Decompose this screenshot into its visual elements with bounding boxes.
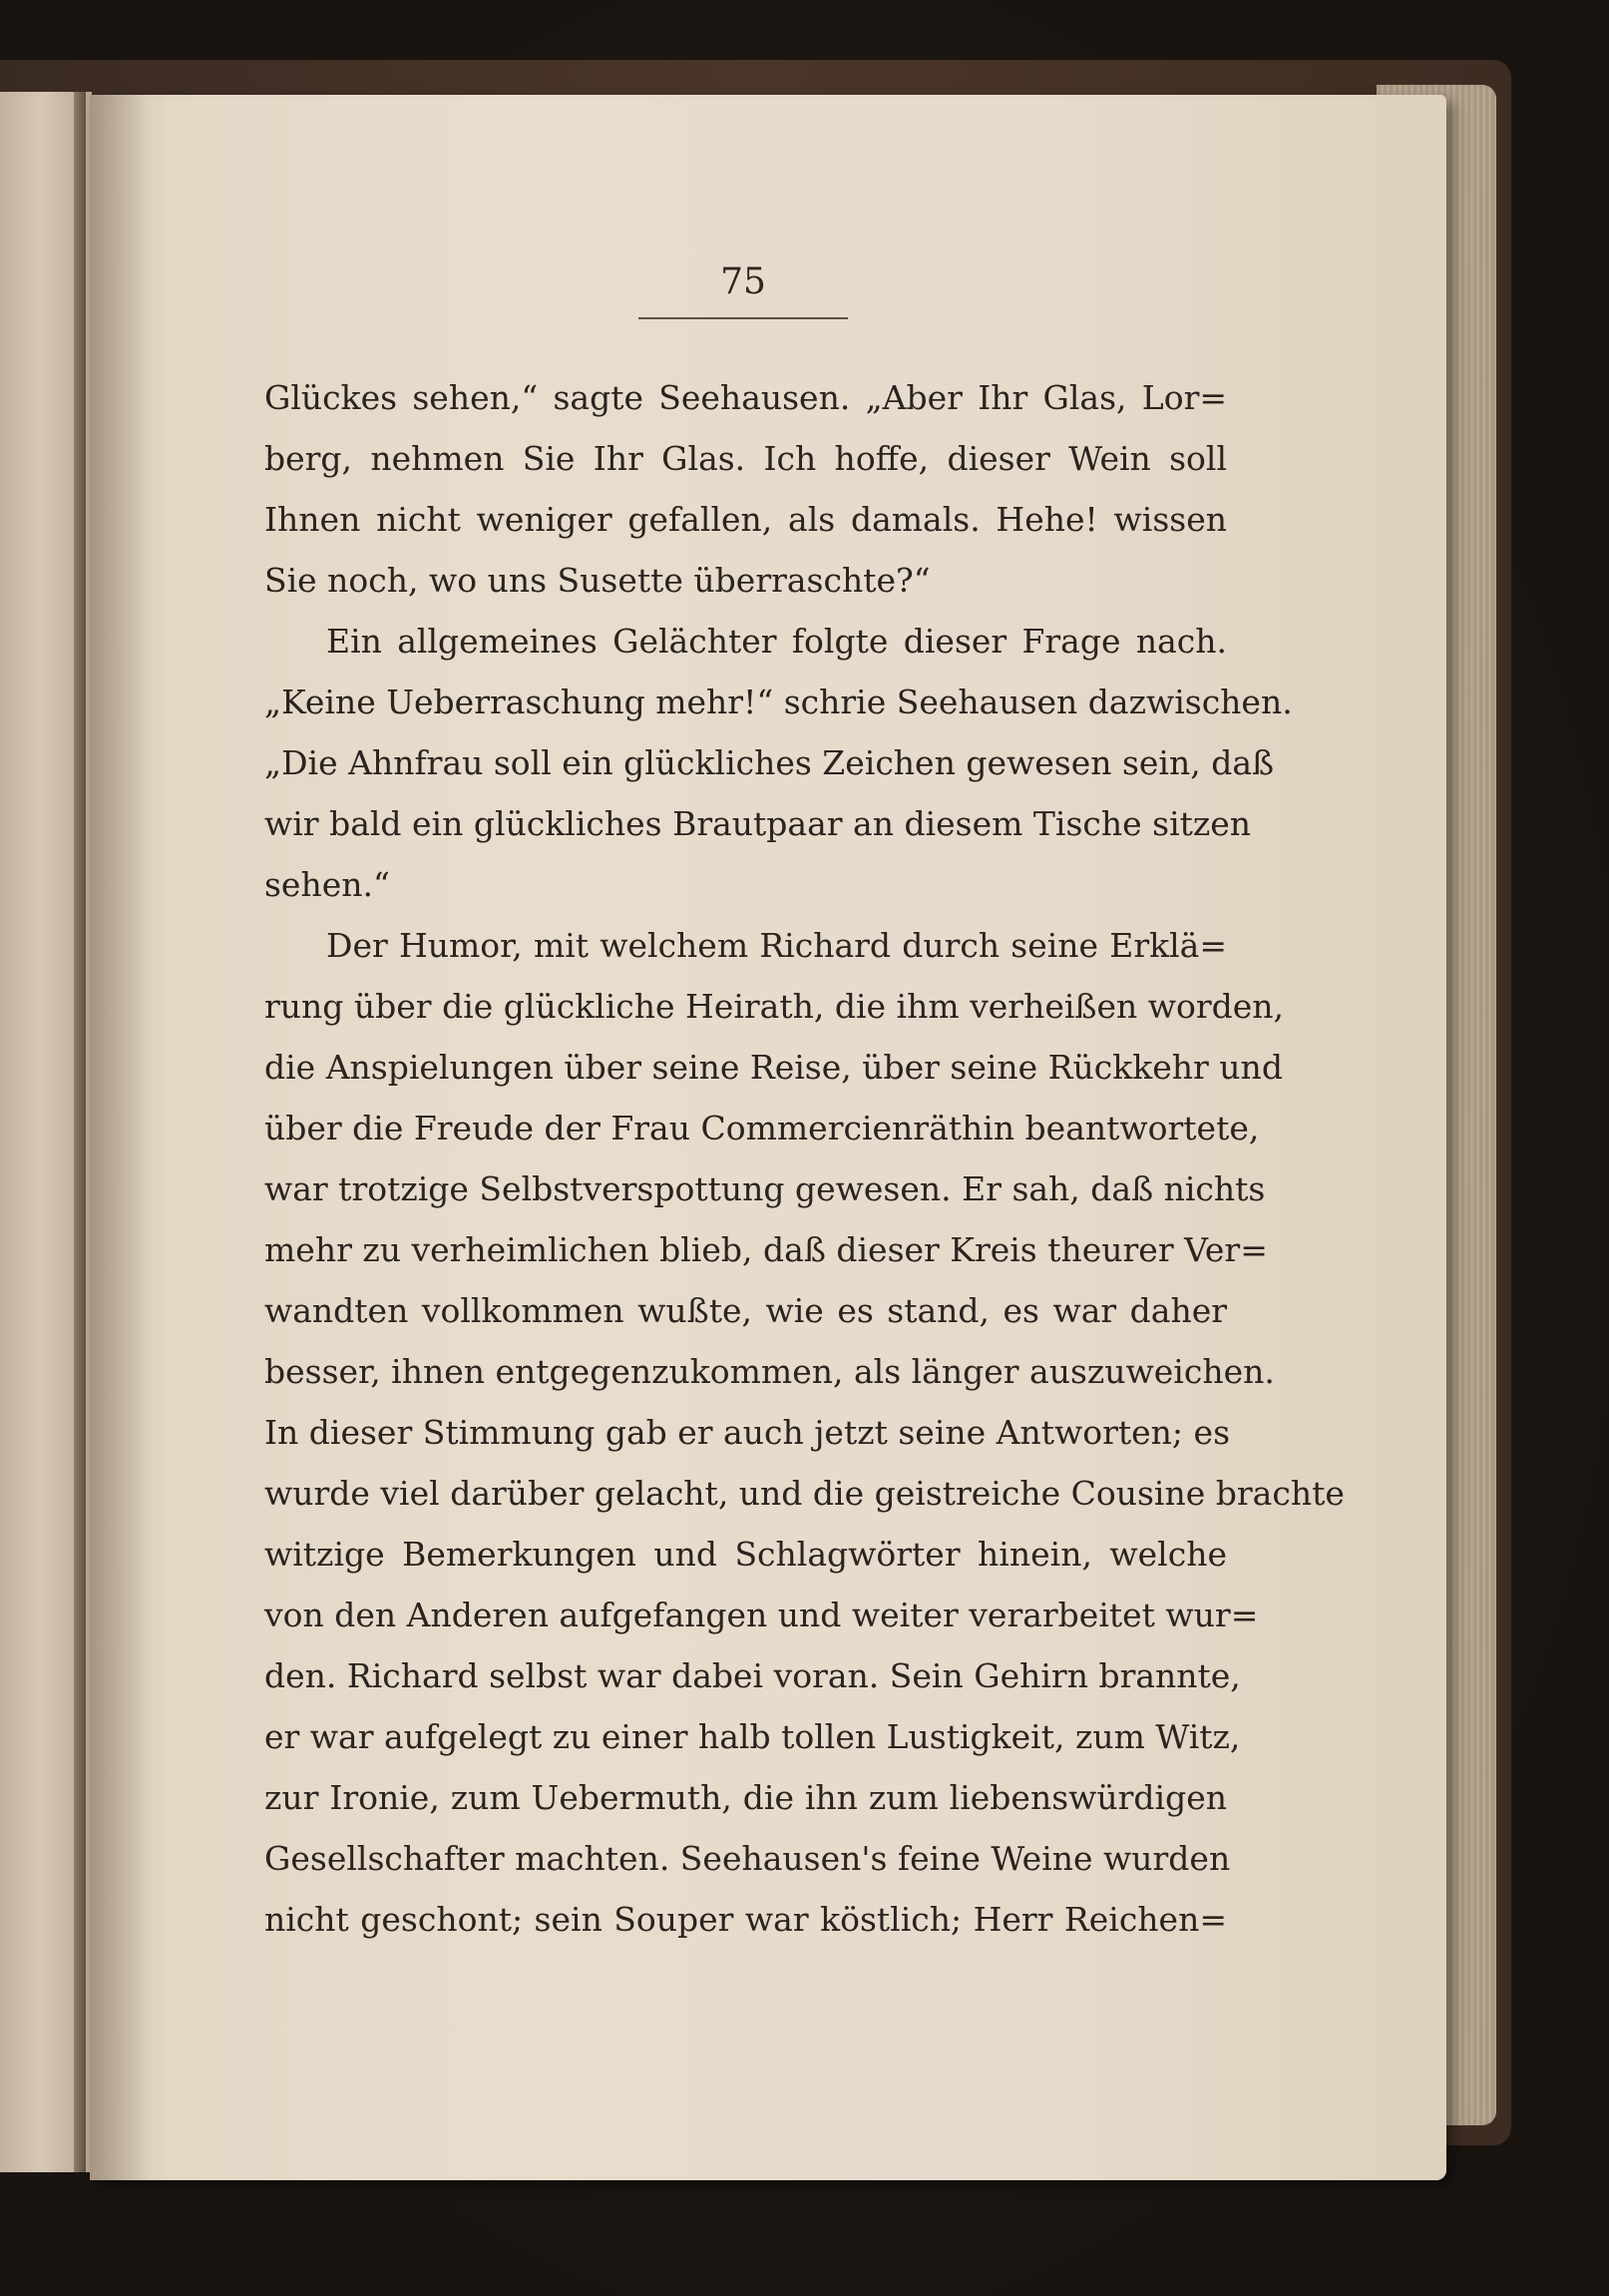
text-line: wir bald ein glückliches Brautpaar an diesem Tische sitzen: [264, 804, 1252, 843]
text-line: Ihnen nicht weniger gefallen, als damals. Hehe! wissen: [264, 500, 1227, 539]
text-line: Gesellschafter machten. Seehausen's feine Weine wurden: [264, 1839, 1231, 1878]
text-line: von den Anderen aufgefangen und weiter verarbeitet wur=: [264, 1596, 1259, 1634]
left-page-edge: [74, 92, 86, 2172]
text-line: wandten vollkommen wußte, wie es stand, es war daher: [264, 1291, 1227, 1330]
text-line: mehr zu verheimlichen blieb, daß dieser Kreis theurer Ver=: [264, 1230, 1268, 1269]
text-line: zur Ironie, zum Uebermuth, die ihn zum liebenswürdigen: [264, 1778, 1227, 1817]
text-line: Ein allgemeines Gelächter folgte dieser Frage nach.: [326, 622, 1227, 661]
text-line: berg, nehmen Sie Ihr Glas. Ich hoffe, dieser Wein soll: [264, 439, 1227, 478]
text-line: besser, ihnen entgegenzukommen, als länger auszuweichen.: [264, 1352, 1275, 1391]
text-line: den. Richard selbst war dabei voran. Sein Gehirn brannte,: [264, 1656, 1241, 1695]
header-rule: [638, 317, 848, 319]
text-line: In dieser Stimmung gab er auch jetzt seine Antworten; es: [264, 1413, 1231, 1452]
text-line: wurde viel darüber gelacht, und die geistreiche Cousine brachte: [264, 1474, 1345, 1513]
body-text: [264, 367, 1345, 1950]
page-gutter-shadow: [90, 95, 150, 2180]
text-line: nicht geschont; sein Souper war köstlich; Herr Reichen=: [264, 1900, 1227, 1939]
text-line: „Die Ahnfrau soll ein glückliches Zeichen gewesen sein, daß: [264, 743, 1275, 782]
page-number: 75: [720, 261, 766, 302]
text-line: sehen.“: [264, 865, 390, 904]
text-line: witzige Bemerkungen und Schlagwörter hinein, welche: [264, 1535, 1227, 1574]
text-line: Sie noch, wo uns Susette überraschte?“: [264, 561, 931, 600]
text-line: war trotzige Selbstverspottung gewesen. Er sah, daß nichts: [264, 1169, 1266, 1208]
text-line: über die Freude der Frau Commercienräthin beantwortete,: [264, 1109, 1260, 1148]
text-line: die Anspielungen über seine Reise, über seine Rückkehr und: [264, 1048, 1283, 1087]
text-line: er war aufgelegt zu einer halb tollen Lustigkeit, zum Witz,: [264, 1717, 1241, 1756]
text-line: „Keine Ueberraschung mehr!“ schrie Seehausen dazwischen.: [264, 683, 1293, 721]
text-line: Glückes sehen,“ sagte Seehausen. „Aber Ihr Glas, Lor=: [264, 378, 1227, 417]
text-line: rung über die glückliche Heirath, die ihm verheißen worden,: [264, 987, 1285, 1026]
text-line: Der Humor, mit welchem Richard durch seine Erklä=: [326, 926, 1227, 965]
